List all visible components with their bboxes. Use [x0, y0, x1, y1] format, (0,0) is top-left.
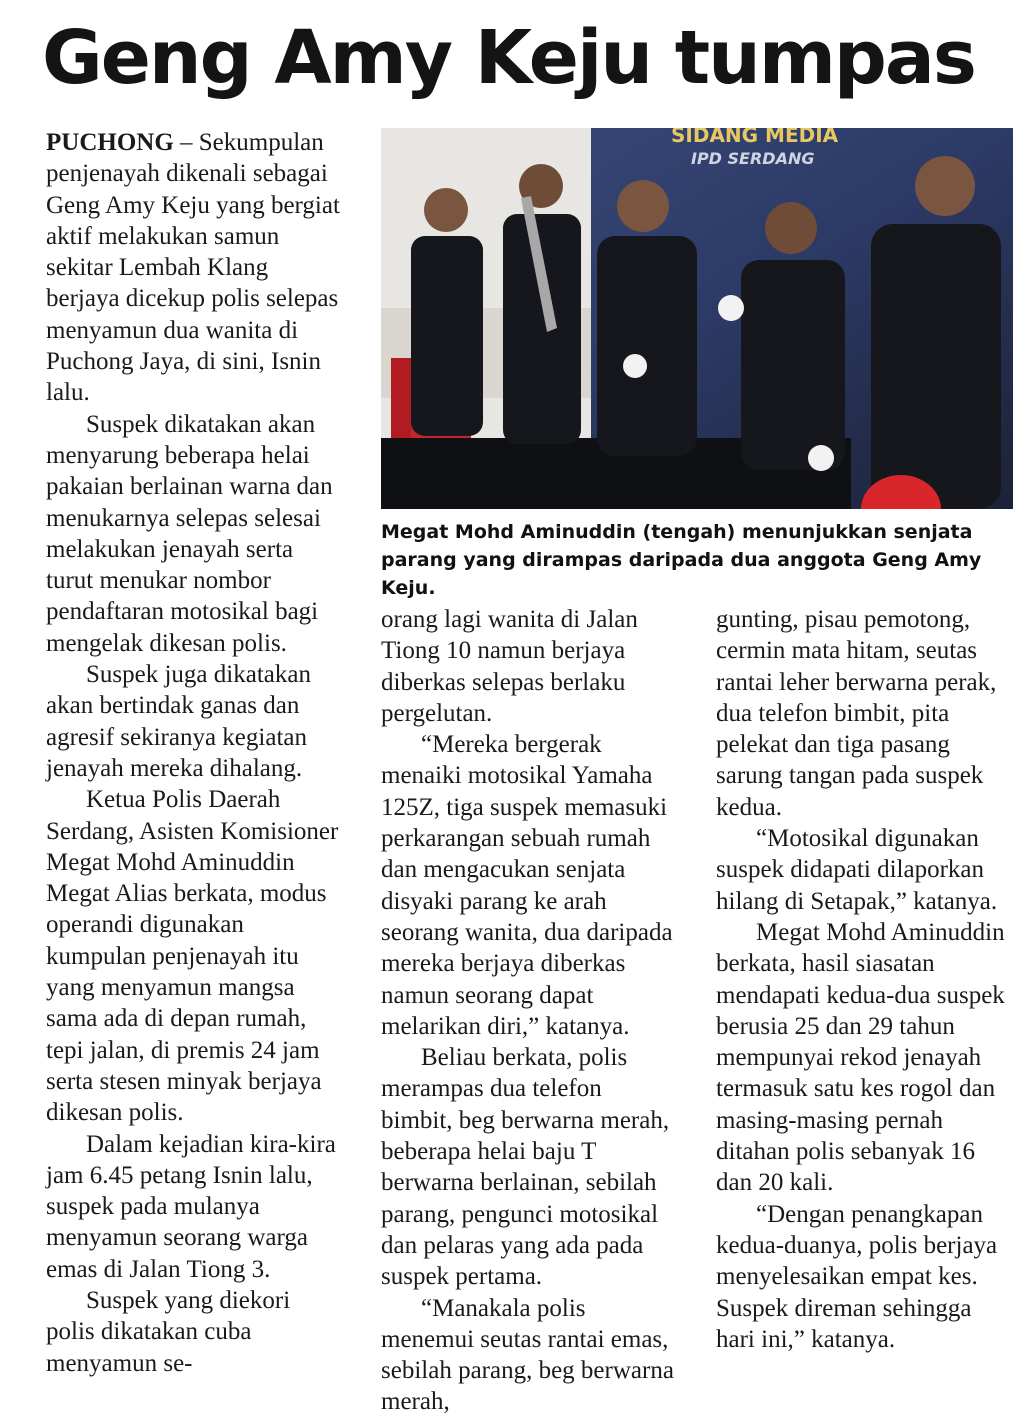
paragraph: Beliau berkata, polis merampas dua telefon bimbit, beg berwarna merah, beberapa helai baju T berwarna berlainan, sebilah parang, pengunci motosikal dan pelaras yang ada pada suspek pertama. [381, 1044, 670, 1291]
paragraph: Suspek juga dikatakan akan bertindak ganas dan agresif sekiranya kegiatan jenayah mereka dihalang. [46, 661, 311, 782]
headline: Geng Amy Keju tumpas [42, 15, 975, 101]
paragraph-text: – Sekumpulan penjenayah dikenali sebagai Geng Amy Keju yang bergiat aktif melakukan samun sekitar Lembah Klang berjaya dicekup polis selepas menyamun dua wanita di Puchong Jaya, di sini, Isnin lalu. [46, 129, 340, 407]
paragraph [46, 127, 340, 409]
article-column-2 [381, 604, 675, 1418]
paragraph: Suspek dikatakan akan menyarung beberapa helai pakaian berlainan warna dan menukarnya selepas selesai melakukan jenayah serta turut menukar nombor pendaftaran motosikal bagi mengelak dikesan polis. [46, 410, 333, 657]
banner-text: SIDANG MEDIA [671, 128, 839, 147]
paragraph: “Motosikal digunakan suspek didapati dilaporkan hilang di Setapak,” katanya. [716, 825, 998, 915]
dateline: PUCHONG [46, 129, 174, 156]
press-conference-photo [381, 128, 1013, 509]
paragraph: “Manakala polis menemui seutas rantai emas, sebilah parang, beg berwarna merah, [381, 1294, 674, 1416]
banner-subtext: IPD SERDANG [691, 149, 815, 168]
paragraph: “Dengan penangkapan kedua-duanya, polis berjaya menyelesaikan empat kes. Suspek direman sehingga hari ini,” katanya. [716, 1200, 998, 1353]
paragraph: Dalam kejadian kira-kira jam 6.45 petang Isnin lalu, suspek pada mulanya menyamun seorang warga emas di Jalan Tiong 3. [46, 1130, 336, 1283]
article-column-3 [716, 604, 1010, 1355]
paragraph: “Mereka bergerak menaiki motosikal Yamaha 125Z, tiga suspek memasuki perkarangan sebuah rumah dan mengacukan senjata disyaki parang ke arah seorang wanita, dua daripada mereka berjaya diberkas namun seorang dapat melarikan diri,” katanya. [381, 731, 673, 1040]
article-column-1 [46, 127, 340, 1379]
photo-caption: Megat Mohd Aminuddin (tengah) menunjukkan senjata parang yang dirampas daripada dua anggota Geng Amy Keju. [381, 521, 982, 599]
paragraph: Ketua Polis Daerah Serdang, Asisten Komisioner Megat Mohd Aminuddin Megat Alias berkata, modus operandi digunakan kumpulan penjenayah itu yang menyamun mangsa sama ada di depan rumah, tepi jalan, di premis 24 jam serta stesen minyak berjaya dikesan polis. [46, 786, 339, 1127]
paragraph: orang lagi wanita di Jalan Tiong 10 namun berjaya diberkas selepas berlaku pergelutan. [381, 606, 638, 727]
paragraph: gunting, pisau pemotong, cermin mata hitam, seutas rantai leher berwarna perak, dua telefon bimbit, pita pelekat dan tiga pasang sarung tangan pada suspek kedua. [716, 606, 997, 821]
paragraph: Megat Mohd Aminuddin berkata, hasil siasatan mendapati kedua-dua suspek berusia 25 dan 29 tahun mempunyai rekod jenayah termasuk satu kes rogol dan masing-masing pernah ditahan polis sebanyak 16 dan 20 kali. [716, 918, 1005, 1197]
paragraph: Suspek yang diekori polis dikatakan cuba menyamun se- [46, 1286, 291, 1377]
